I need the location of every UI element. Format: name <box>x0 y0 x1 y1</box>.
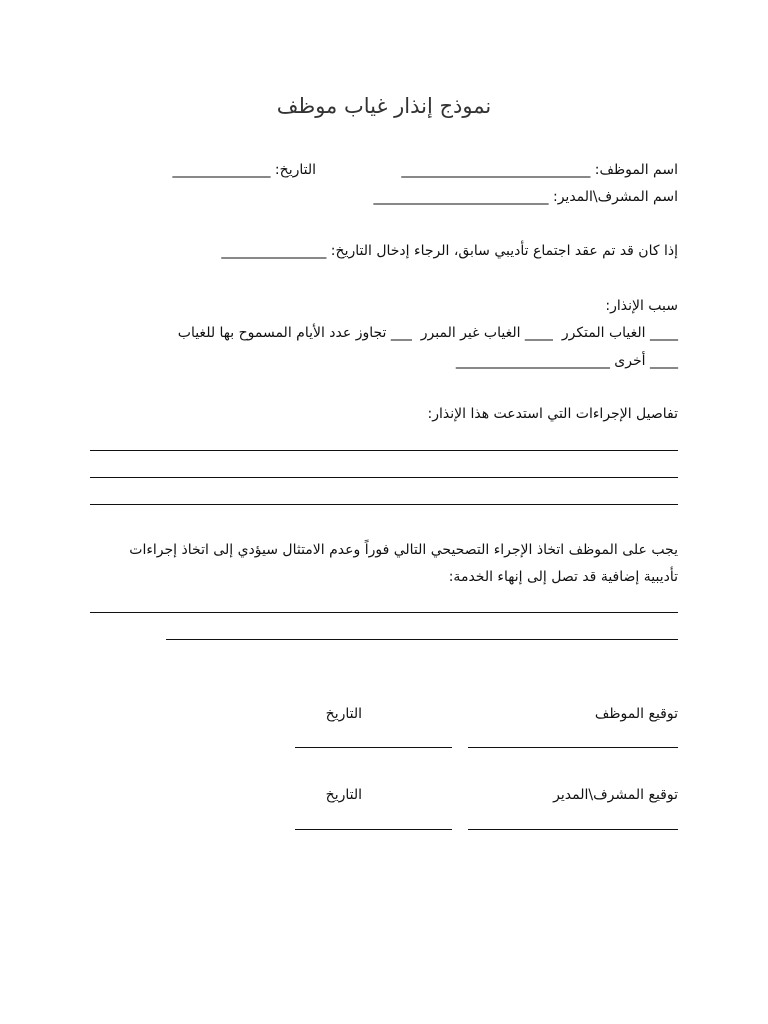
supervisor-date-line[interactable] <box>295 829 452 830</box>
page-title: نموذج إنذار غياب موظف <box>276 94 492 118</box>
details-heading: تفاصيل الإجراءات التي استدعت هذا الإنذار: <box>427 406 678 422</box>
reason-other[interactable]: ____ أخرى ______________________ <box>455 353 678 369</box>
employee-name-field[interactable]: اسم الموظف: ___________________________ <box>401 162 678 178</box>
supervisor-date-label: التاريخ <box>325 787 362 803</box>
employee-signature-line[interactable] <box>468 747 678 748</box>
employee-signature-label: توقيع الموظف <box>594 706 678 722</box>
corrective-line-2[interactable] <box>166 639 678 640</box>
corrective-text-line-1: يجب على الموظف اتخاذ الإجراء التصحيحي التالي فوراً وعدم الامتثال سيؤدي إلى اتخاذ إجراءات <box>129 542 678 558</box>
details-line-3[interactable] <box>90 504 678 505</box>
supervisor-name-field[interactable]: اسم المشرف\المدير: _________________________ <box>373 189 678 205</box>
corrective-line-1[interactable] <box>90 612 678 613</box>
corrective-text-line-2: تأديبية إضافية قد تصل إلى إنهاء الخدمة: <box>448 569 678 585</box>
employee-date-label: التاريخ <box>325 706 362 722</box>
supervisor-signature-label: توقيع المشرف\المدير <box>553 787 678 803</box>
previous-meeting-field[interactable]: إذا كان قد تم عقد اجتماع تأديبي سابق، الرجاء إدخال التاريخ: _______________ <box>221 243 678 259</box>
date-field[interactable]: التاريخ: ______________ <box>172 162 316 178</box>
details-line-1[interactable] <box>90 450 678 451</box>
reason-heading: سبب الإنذار: <box>605 298 678 314</box>
supervisor-signature-line[interactable] <box>468 829 678 830</box>
employee-date-line[interactable] <box>295 747 452 748</box>
details-line-2[interactable] <box>90 477 678 478</box>
reason-options[interactable]: ____ الغياب المتكرر ____ الغياب غير المبرر ___ تجاوز عدد الأيام المسموح بها للغياب <box>177 325 678 341</box>
